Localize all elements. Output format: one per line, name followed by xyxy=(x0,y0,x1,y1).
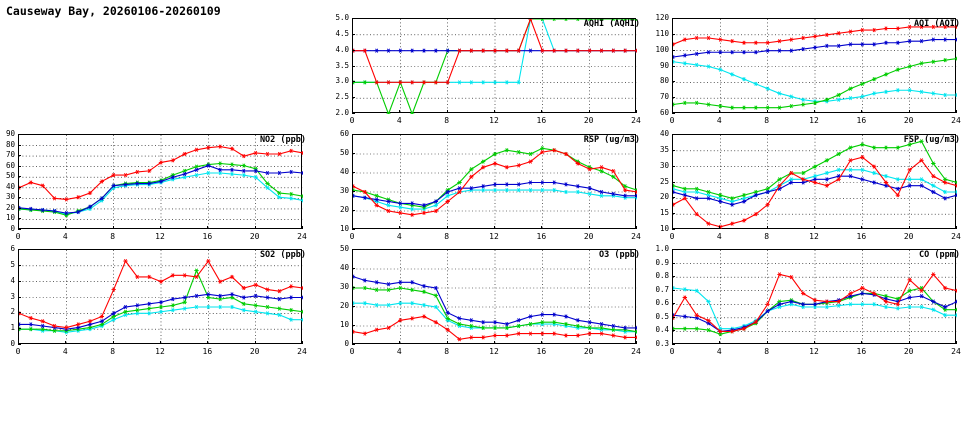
x-tick-label: 8 xyxy=(444,347,450,356)
x-tick-mark xyxy=(352,341,353,344)
x-tick-mark xyxy=(956,341,957,344)
y-tick-mark xyxy=(352,191,355,192)
y-tick-mark xyxy=(352,153,355,154)
y-tick-label: 10 xyxy=(5,213,15,223)
x-tick-mark xyxy=(447,341,448,344)
panel-title-so2: SO2 (ppb) xyxy=(259,250,306,260)
plot-area-aqhi xyxy=(352,18,636,113)
x-tick-label: 24 xyxy=(297,232,307,241)
x-tick-mark xyxy=(814,226,815,229)
x-tick-label: 12 xyxy=(155,347,165,356)
x-tick-mark xyxy=(160,341,161,344)
y-tick-mark xyxy=(672,303,675,304)
x-tick-label: 20 xyxy=(903,347,914,356)
x-tick-label: 0 xyxy=(349,232,355,241)
panel-title-fsp: FSP (ug/m3) xyxy=(903,135,960,145)
plot-svg-rsp xyxy=(353,135,637,230)
x-tick-mark xyxy=(541,110,542,113)
x-tick-mark xyxy=(207,341,208,344)
x-tick-label: 20 xyxy=(583,232,594,241)
x-tick-label: 8 xyxy=(764,347,770,356)
series-line-red xyxy=(673,274,957,331)
chart-panel-o3 xyxy=(318,244,642,366)
y-tick-mark xyxy=(18,281,21,282)
plot-svg-no2 xyxy=(19,135,303,230)
x-tick-label: 16 xyxy=(536,232,547,241)
series-line-red xyxy=(353,150,637,215)
x-tick-label: 8 xyxy=(764,232,770,241)
x-tick-label: 20 xyxy=(903,116,914,125)
x-tick-mark xyxy=(814,110,815,113)
x-tick-mark xyxy=(636,226,637,229)
x-tick-label: 4 xyxy=(396,347,402,356)
y-tick-mark xyxy=(352,306,355,307)
x-tick-label: 0 xyxy=(15,232,21,241)
y-tick-label: 70 xyxy=(659,92,669,102)
y-tick-mark xyxy=(672,213,675,214)
y-tick-mark xyxy=(672,197,675,198)
y-tick-mark xyxy=(672,330,675,331)
panel-title-aqi: AQI (AQI) xyxy=(913,19,960,29)
y-tick-mark xyxy=(672,66,675,67)
x-tick-label: 20 xyxy=(583,347,594,356)
y-tick-label: 110 xyxy=(655,28,669,38)
series-line-red xyxy=(673,157,957,227)
x-tick-mark xyxy=(352,226,353,229)
y-tick-label: 4 xyxy=(10,275,15,285)
y-tick-mark xyxy=(352,172,355,173)
y-tick-mark xyxy=(352,134,355,135)
plot-svg-o3 xyxy=(353,250,637,345)
y-tick-label: 30 xyxy=(659,160,669,170)
y-tick-label: 40 xyxy=(339,263,349,272)
y-tick-label: 0 xyxy=(344,339,349,348)
y-tick-mark xyxy=(672,97,675,98)
y-tick-label: 90 xyxy=(659,60,669,70)
x-tick-mark xyxy=(909,341,910,344)
x-tick-label: 4 xyxy=(396,232,402,241)
y-tick-label: 50 xyxy=(339,148,349,157)
y-tick-label: 30 xyxy=(339,186,349,195)
y-tick-mark xyxy=(18,134,21,135)
y-tick-label: 6 xyxy=(10,244,15,253)
plot-area-co xyxy=(672,249,956,344)
x-tick-mark xyxy=(352,110,353,113)
plot-svg-so2 xyxy=(19,250,303,345)
x-tick-mark xyxy=(255,226,256,229)
y-tick-mark xyxy=(672,182,675,183)
x-tick-label: 4 xyxy=(716,347,722,356)
x-tick-label: 4 xyxy=(396,116,402,125)
x-tick-label: 16 xyxy=(536,347,547,356)
y-tick-mark xyxy=(672,113,675,114)
x-tick-label: 8 xyxy=(110,232,116,241)
x-tick-mark xyxy=(589,341,590,344)
chart-panel-fsp xyxy=(638,129,962,251)
y-tick-mark xyxy=(18,187,21,188)
y-tick-mark xyxy=(352,268,355,269)
y-tick-mark xyxy=(352,81,355,82)
x-tick-mark xyxy=(672,110,673,113)
x-tick-label: 20 xyxy=(583,116,594,125)
x-tick-mark xyxy=(672,226,673,229)
x-tick-label: 12 xyxy=(809,347,819,356)
x-tick-label: 16 xyxy=(202,347,213,356)
x-tick-mark xyxy=(541,341,542,344)
x-tick-mark xyxy=(399,110,400,113)
y-tick-mark xyxy=(352,344,355,345)
x-tick-label: 0 xyxy=(15,347,21,356)
panel-title-co: CO (ppm) xyxy=(919,250,960,260)
series-line-green xyxy=(353,148,637,207)
x-tick-label: 20 xyxy=(249,347,260,356)
x-tick-mark xyxy=(207,226,208,229)
x-tick-mark xyxy=(541,226,542,229)
x-tick-mark xyxy=(909,226,910,229)
y-tick-mark xyxy=(672,290,675,291)
y-tick-label: 20 xyxy=(5,202,15,212)
plot-area-o3 xyxy=(352,249,636,344)
x-tick-mark xyxy=(255,341,256,344)
plot-svg-aqi xyxy=(673,19,957,114)
x-tick-mark xyxy=(399,226,400,229)
x-tick-mark xyxy=(399,341,400,344)
x-tick-label: 20 xyxy=(249,232,260,241)
y-tick-label: 0.8 xyxy=(655,271,669,281)
y-tick-label: 60 xyxy=(5,160,15,170)
y-tick-label: 0.4 xyxy=(655,325,669,335)
y-tick-mark xyxy=(672,134,675,135)
x-tick-mark xyxy=(302,226,303,229)
y-tick-label: 5.0 xyxy=(335,13,349,22)
y-tick-mark xyxy=(672,18,675,19)
y-tick-mark xyxy=(352,287,355,288)
x-tick-mark xyxy=(447,110,448,113)
y-tick-label: 70 xyxy=(5,150,15,160)
y-tick-mark xyxy=(18,297,21,298)
x-tick-mark xyxy=(494,110,495,113)
panel-title-rsp: RSP (ug/m3) xyxy=(583,135,640,145)
y-tick-label: 4.0 xyxy=(335,44,349,54)
y-tick-mark xyxy=(352,113,355,114)
series-markers-green xyxy=(353,286,637,334)
series-line-green xyxy=(673,59,957,108)
x-tick-mark xyxy=(18,341,19,344)
y-tick-label: 40 xyxy=(339,167,349,176)
x-tick-mark xyxy=(767,341,768,344)
x-tick-label: 24 xyxy=(297,347,307,356)
y-tick-mark xyxy=(352,50,355,51)
x-tick-label: 0 xyxy=(669,347,675,356)
y-tick-mark xyxy=(18,312,21,313)
x-tick-label: 0 xyxy=(349,116,355,125)
x-tick-mark xyxy=(302,341,303,344)
y-tick-mark xyxy=(18,166,21,167)
y-tick-label: 2.5 xyxy=(335,92,349,102)
x-tick-mark xyxy=(113,226,114,229)
y-tick-mark xyxy=(672,81,675,82)
y-tick-label: 100 xyxy=(655,44,669,54)
y-tick-label: 4.5 xyxy=(335,28,349,38)
y-tick-label: 20 xyxy=(659,192,669,202)
page-title: Causeway Bay, 20260106-20260109 xyxy=(6,4,221,18)
x-tick-mark xyxy=(767,110,768,113)
panel-title-no2: NO2 (ppb) xyxy=(259,135,306,145)
plot-svg-co xyxy=(673,250,957,345)
y-tick-label: 0.5 xyxy=(655,311,669,321)
series-markers-red xyxy=(673,273,957,334)
x-tick-mark xyxy=(494,341,495,344)
y-tick-label: 80 xyxy=(659,76,669,86)
y-tick-mark xyxy=(18,344,21,345)
y-tick-label: 15 xyxy=(659,208,669,218)
x-tick-label: 12 xyxy=(809,116,819,125)
y-tick-mark xyxy=(672,276,675,277)
y-tick-label: 40 xyxy=(5,181,15,191)
x-tick-mark xyxy=(589,226,590,229)
chart-panel-co xyxy=(638,244,962,366)
x-tick-mark xyxy=(447,226,448,229)
y-tick-label: 10 xyxy=(339,320,349,329)
y-tick-mark xyxy=(672,263,675,264)
y-tick-mark xyxy=(18,249,21,250)
x-tick-label: 16 xyxy=(856,232,867,241)
y-tick-label: 35 xyxy=(659,144,669,154)
y-tick-label: 3.0 xyxy=(335,76,349,86)
x-tick-mark xyxy=(956,226,957,229)
y-tick-mark xyxy=(672,249,675,250)
x-tick-mark xyxy=(160,226,161,229)
y-tick-label: 1 xyxy=(10,323,15,333)
x-tick-label: 24 xyxy=(631,347,641,356)
y-tick-label: 80 xyxy=(5,139,15,149)
x-tick-label: 12 xyxy=(489,232,499,241)
y-tick-label: 3 xyxy=(10,291,15,301)
y-tick-label: 5 xyxy=(10,259,15,269)
x-tick-label: 24 xyxy=(951,347,961,356)
y-tick-label: 0.3 xyxy=(655,339,669,348)
x-tick-mark xyxy=(956,110,957,113)
x-tick-mark xyxy=(719,110,720,113)
y-tick-mark xyxy=(18,145,21,146)
y-tick-label: 3.5 xyxy=(335,60,349,70)
x-tick-mark xyxy=(65,226,66,229)
series-line-cyan xyxy=(673,62,957,102)
y-tick-mark xyxy=(18,229,21,230)
y-tick-mark xyxy=(672,50,675,51)
y-tick-label: 60 xyxy=(659,108,669,117)
x-tick-label: 16 xyxy=(856,116,867,125)
x-tick-label: 12 xyxy=(489,116,499,125)
y-tick-mark xyxy=(352,325,355,326)
panel-title-aqhi: AQHI (AQHI) xyxy=(583,19,640,29)
chart-panel-aqhi xyxy=(318,13,642,135)
y-tick-mark xyxy=(352,229,355,230)
x-tick-mark xyxy=(18,226,19,229)
x-tick-label: 24 xyxy=(951,232,961,241)
x-tick-label: 0 xyxy=(349,347,355,356)
x-tick-label: 12 xyxy=(809,232,819,241)
x-tick-label: 4 xyxy=(62,232,68,241)
chart-panel-no2 xyxy=(0,129,308,251)
series-markers-green xyxy=(19,269,303,333)
plot-svg-aqhi xyxy=(353,19,637,114)
y-tick-mark xyxy=(672,229,675,230)
x-tick-mark xyxy=(719,341,720,344)
y-tick-mark xyxy=(672,150,675,151)
x-tick-label: 0 xyxy=(669,232,675,241)
plot-area-fsp xyxy=(672,134,956,229)
y-tick-mark xyxy=(352,210,355,211)
x-tick-label: 12 xyxy=(155,232,165,241)
plot-area-no2 xyxy=(18,134,302,229)
x-tick-label: 8 xyxy=(110,347,116,356)
y-tick-mark xyxy=(352,34,355,35)
x-tick-label: 12 xyxy=(489,347,499,356)
x-tick-label: 24 xyxy=(951,116,961,125)
x-tick-mark xyxy=(909,110,910,113)
x-tick-mark xyxy=(672,341,673,344)
y-tick-label: 1.0 xyxy=(655,244,669,253)
x-tick-mark xyxy=(767,226,768,229)
y-tick-mark xyxy=(352,249,355,250)
x-tick-label: 4 xyxy=(62,347,68,356)
x-tick-label: 20 xyxy=(903,232,914,241)
x-tick-label: 24 xyxy=(631,116,641,125)
x-tick-mark xyxy=(861,341,862,344)
plot-area-aqi xyxy=(672,18,956,113)
y-tick-label: 60 xyxy=(339,129,349,138)
y-tick-label: 0 xyxy=(10,339,15,348)
x-tick-label: 16 xyxy=(536,116,547,125)
y-tick-mark xyxy=(18,176,21,177)
x-tick-mark xyxy=(861,226,862,229)
y-tick-mark xyxy=(18,218,21,219)
y-tick-label: 2.0 xyxy=(335,108,349,117)
y-tick-label: 120 xyxy=(655,13,669,22)
chart-panel-aqi xyxy=(638,13,962,135)
y-tick-label: 0.7 xyxy=(655,284,669,294)
x-tick-label: 16 xyxy=(856,347,867,356)
y-tick-mark xyxy=(672,34,675,35)
y-tick-mark xyxy=(352,18,355,19)
x-tick-label: 0 xyxy=(669,116,675,125)
y-tick-mark xyxy=(672,317,675,318)
y-tick-label: 0.9 xyxy=(655,257,669,267)
panel-title-o3: O3 (ppb) xyxy=(599,250,640,260)
y-tick-label: 40 xyxy=(659,129,669,138)
y-tick-label: 20 xyxy=(339,301,349,310)
y-tick-mark xyxy=(18,155,21,156)
plot-area-so2 xyxy=(18,249,302,344)
y-tick-label: 25 xyxy=(659,176,669,186)
y-tick-label: 30 xyxy=(339,282,349,291)
x-tick-mark xyxy=(589,110,590,113)
y-tick-label: 90 xyxy=(5,129,15,138)
series-markers-cyan xyxy=(19,305,303,334)
y-tick-mark xyxy=(18,208,21,209)
x-tick-mark xyxy=(719,226,720,229)
y-tick-label: 30 xyxy=(5,192,15,202)
x-tick-mark xyxy=(494,226,495,229)
y-tick-mark xyxy=(18,328,21,329)
x-tick-mark xyxy=(113,341,114,344)
y-tick-mark xyxy=(672,166,675,167)
chart-panel-rsp xyxy=(318,129,642,251)
y-tick-mark xyxy=(352,97,355,98)
x-tick-mark xyxy=(861,110,862,113)
y-tick-mark xyxy=(352,66,355,67)
x-tick-mark xyxy=(65,341,66,344)
plot-svg-fsp xyxy=(673,135,957,230)
y-tick-label: 50 xyxy=(5,171,15,181)
y-tick-label: 50 xyxy=(339,244,349,253)
y-tick-label: 0.6 xyxy=(655,298,669,308)
x-tick-label: 8 xyxy=(444,232,450,241)
x-tick-label: 16 xyxy=(202,232,213,241)
y-tick-label: 10 xyxy=(659,224,669,233)
x-tick-label: 4 xyxy=(716,116,722,125)
y-tick-mark xyxy=(672,344,675,345)
x-tick-label: 4 xyxy=(716,232,722,241)
plot-area-rsp xyxy=(352,134,636,229)
y-tick-mark xyxy=(18,265,21,266)
chart-panel-so2 xyxy=(0,244,308,366)
x-tick-mark xyxy=(636,110,637,113)
y-tick-label: 2 xyxy=(10,307,15,317)
y-tick-mark xyxy=(18,197,21,198)
x-tick-label: 24 xyxy=(631,232,641,241)
x-tick-label: 8 xyxy=(764,116,770,125)
x-tick-mark xyxy=(814,341,815,344)
y-tick-label: 10 xyxy=(339,224,349,233)
y-tick-label: 0 xyxy=(10,224,15,233)
y-tick-label: 20 xyxy=(339,205,349,214)
x-tick-label: 8 xyxy=(444,116,450,125)
x-tick-mark xyxy=(636,341,637,344)
